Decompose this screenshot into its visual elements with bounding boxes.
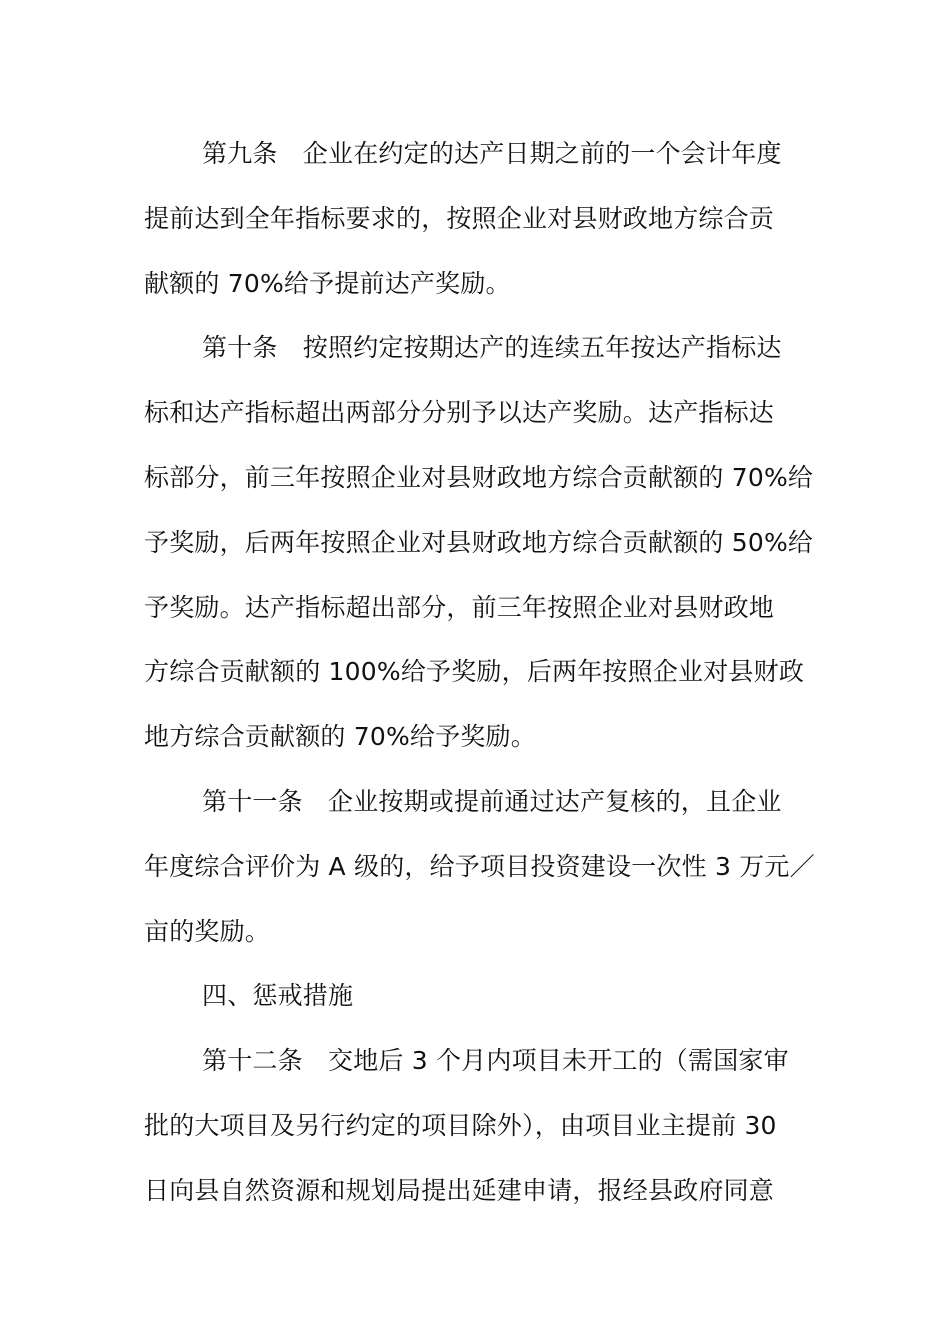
article-11-line-1: 第十一条 企业按期或提前通过达产复核的，且企业 bbox=[202, 786, 782, 816]
article-12-line-2: 批的大项目及另行约定的项目除外），由项目业主提前 30 bbox=[144, 1110, 777, 1140]
article-9-line-3: 献额的 70%给予提前达产奖励。 bbox=[144, 268, 511, 298]
article-10-line-2: 标和达产指标超出两部分分别予以达产奖励。达产指标达 bbox=[144, 398, 775, 428]
article-10-line-1: 第十条 按照约定按期达产的连续五年按达产指标达 bbox=[202, 333, 782, 363]
article-10-line-7: 地方综合贡献额的 70%给予奖励。 bbox=[144, 722, 536, 752]
article-11-line-3: 亩的奖励。 bbox=[144, 916, 271, 946]
article-10-line-4: 予奖励，后两年按照企业对县财政地方综合贡献额的 50%给 bbox=[144, 527, 814, 557]
document-body bbox=[144, 122, 815, 1224]
article-10-line-5: 予奖励。达产指标超出部分，前三年按照企业对县财政地 bbox=[144, 592, 775, 622]
article-11-line-2: 年度综合评价为 A 级的，给予项目投资建设一次性 3 万元／ bbox=[144, 851, 815, 881]
section-heading-penalties: 四、惩戒措施 bbox=[202, 981, 354, 1011]
article-9-line-2: 提前达到全年指标要求的，按照企业对县财政地方综合贡 bbox=[144, 203, 775, 233]
article-10-line-3: 标部分，前三年按照企业对县财政地方综合贡献额的 70%给 bbox=[144, 462, 814, 492]
article-9-line-1: 第九条 企业在约定的达产日期之前的一个会计年度 bbox=[202, 139, 782, 168]
article-10-line-6: 方综合贡献额的 100%给予奖励，后两年按照企业对县财政 bbox=[144, 657, 805, 687]
article-12-line-1: 第十二条 交地后 3 个月内项目未开工的（需国家审 bbox=[202, 1046, 789, 1076]
article-12-line-3: 日向县自然资源和规划局提出延建申请，报经县政府同意 bbox=[144, 1175, 775, 1205]
